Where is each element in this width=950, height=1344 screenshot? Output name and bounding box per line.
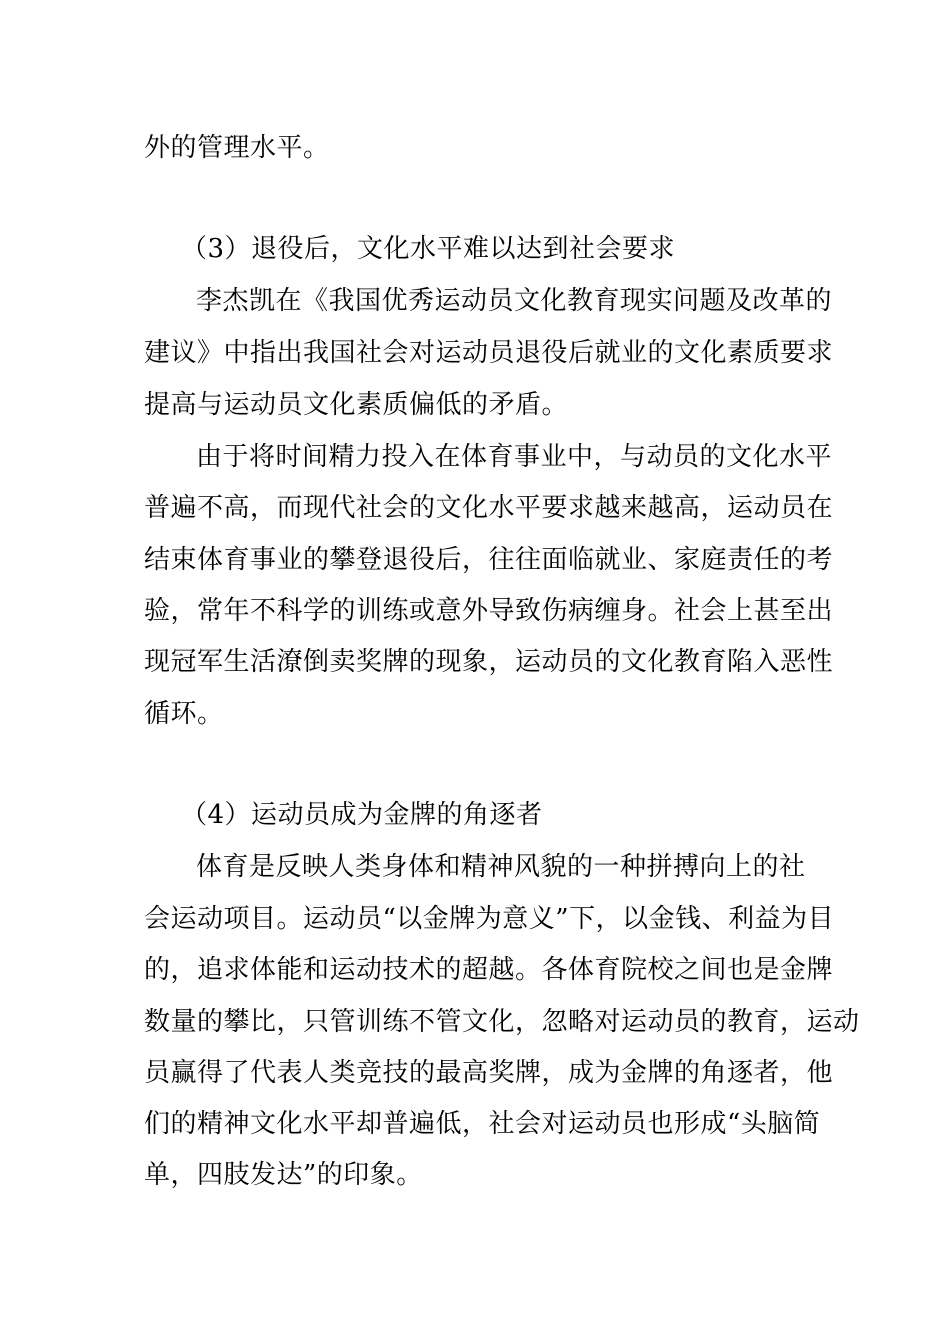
text-line: 普遍不高，而现代社会的文化水平要求越来越高，运动员在 xyxy=(144,493,834,523)
text-line: 会运动项目。运动员“以金牌为意义”下，以金钱、利益为目 xyxy=(144,904,835,934)
section-heading-3: （3）退役后，文化水平难以达到社会要求 xyxy=(181,234,676,264)
text-line: 现冠军生活潦倒卖奖牌的现象，运动员的文化教育陷入恶性 xyxy=(144,647,834,677)
text-line: 单，四肢发达”的印象。 xyxy=(144,1160,423,1190)
text-line: 李杰凯在《我国优秀运动员文化教育现实问题及改革的 xyxy=(196,286,833,316)
text-line: 建议》中指出我国社会对运动员退役后就业的文化素质要求 xyxy=(144,338,834,368)
section-heading-4: （4）运动员成为金牌的角逐者 xyxy=(181,800,543,830)
text-line: 循环。 xyxy=(144,699,224,729)
text-line: 验，常年不科学的训练或意外导致伤病缠身。社会上甚至出 xyxy=(144,596,834,626)
text-line: 结束体育事业的攀登退役后，往往面临就业、家庭责任的考 xyxy=(144,545,834,575)
text-line: 们的精神文化水平却普遍低，社会对运动员也形成“头脑简 xyxy=(144,1109,821,1139)
text-line: 体育是反映人类身体和精神风貌的一种拼搏向上的社 xyxy=(196,852,806,882)
text-line: 员赢得了代表人类竞技的最高奖牌，成为金牌的角逐者，他 xyxy=(144,1058,834,1088)
text-line: 由于将时间精力投入在体育事业中，与动员的文化水平 xyxy=(196,442,833,472)
text-line: 的，追求体能和运动技术的超越。各体育院校之间也是金牌 xyxy=(144,955,834,985)
text-line: 数量的攀比，只管训练不管文化，忽略对运动员的教育，运动 xyxy=(144,1007,860,1037)
text-line: 提高与运动员文化素质偏低的矛盾。 xyxy=(144,390,569,420)
text-line: 外的管理水平。 xyxy=(144,133,330,163)
